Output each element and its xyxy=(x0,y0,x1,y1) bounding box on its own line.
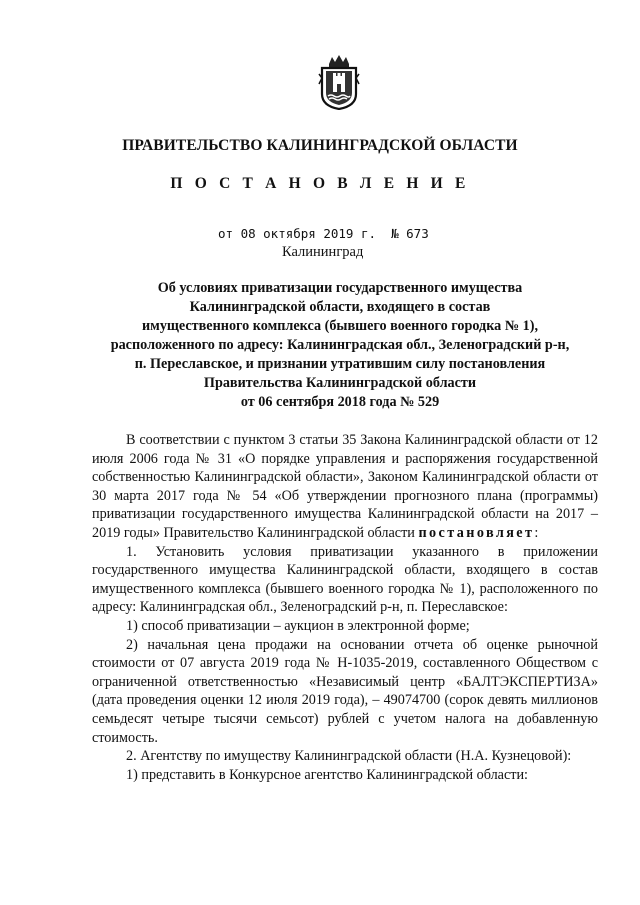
decree-colon: : xyxy=(534,524,539,541)
clause-2-1: 1) представить в Конкурсное агентство Калининградской области: xyxy=(126,766,529,783)
preamble-text: В соответствии с пунктом 3 статьи 35 Закона Калининградской области от 12 июля 2006 года № 31 «О порядке управления и распоряжения государственной собственностью Калининградской области», Законом Калининградской области от 30 марта 2017 года № 54 «Об утверждении прогнозного плана (программы) приватизации государственного имущества Калининградской области на 2017 – 2019 годы» Правительство Калининградской области xyxy=(92,432,598,541)
organization-title: ПРАВИТЕЛЬСТВО КАЛИНИНГРАДСКОЙ ОБЛАСТИ xyxy=(122,137,518,154)
document-subject xyxy=(80,279,600,412)
subject-line: п. Переславское, и признании утратившим силу постановления xyxy=(134,356,546,372)
subject-line: Правительства Калининградской области xyxy=(203,375,477,391)
decree-word: постановляет xyxy=(418,524,535,541)
document-city: Калининград xyxy=(282,244,364,260)
clause-1-2: 2) начальная цена продажи на основании отчета об оценке рыночной стоимости от 07 августа 2019 года № Н-1035-2019, составленного Обществом с ограниченной ответственностью «Независимый центр «БАЛТЭКСПЕРТИЗА» (дата проведения оценки 12 июля 2019 года), – 49074700 (сорок девять миллионов семьдесят четыре тысячи семьсот) рублей с учетом налога на добавленную стоимость. xyxy=(92,636,598,746)
clause-2: 2. Агентству по имуществу Калининградской области (Н.А. Кузнецовой): xyxy=(126,748,572,765)
coat-of-arms-icon xyxy=(317,54,361,110)
clause-1-1: 1) способ приватизации – аукцион в электронной форме; xyxy=(126,617,470,634)
subject-line: расположенного по адресу: Калининградская обл., Зеленоградский р-н, xyxy=(110,337,570,353)
subject-line: Калининградской области, входящего в состав xyxy=(189,299,491,315)
document-type: П О С Т А Н О В Л Е Н И Е xyxy=(170,175,470,192)
preamble-paragraph xyxy=(92,431,598,543)
document-body xyxy=(92,431,598,784)
clause-1: 1. Установить условия приватизации указанного в приложении государственного имущества Калининградской области, входящего в состав имущественного комплекса (бывшего военного городка № 1), расположенного по адресу: Калининградская обл., Зеленоградский р-н, п. Переславское: xyxy=(92,543,598,616)
document-date-number: от 08 октября 2019 г. № 673 xyxy=(218,226,429,241)
subject-line: Об условиях приватизации государственного имущества xyxy=(157,280,523,296)
subject-line: имущественного комплекса (бывшего военного городка № 1), xyxy=(141,318,538,334)
subject-line: от 06 сентября 2018 года № 529 xyxy=(240,394,440,410)
